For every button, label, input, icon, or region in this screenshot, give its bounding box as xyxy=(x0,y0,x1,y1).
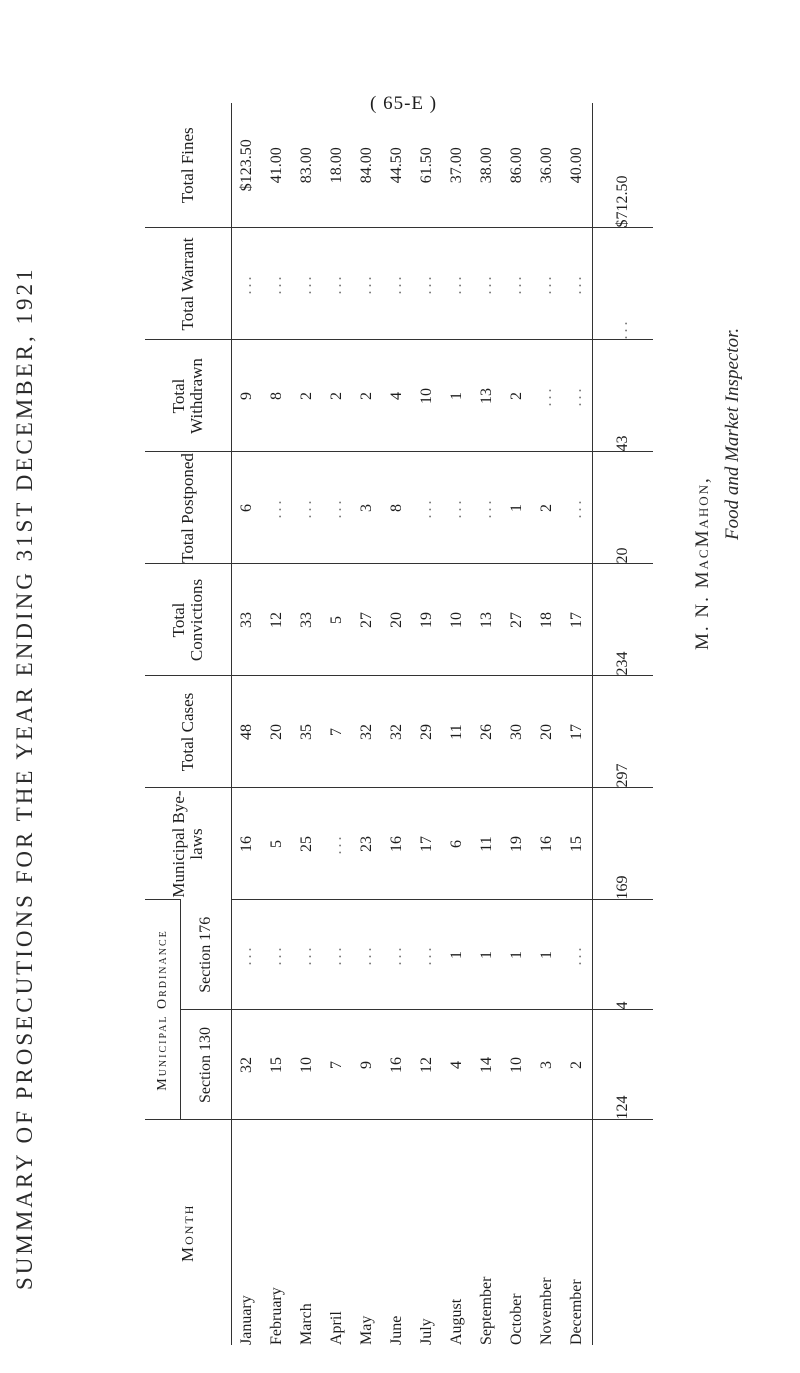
cell-bye-laws: 16 xyxy=(532,788,562,900)
total-bye-laws: 169 xyxy=(593,788,654,900)
cell-warrant: ... xyxy=(292,228,322,340)
cell-month: May xyxy=(352,1120,382,1345)
cell-fines: 84.00 xyxy=(358,147,375,184)
cell-cases: 7 xyxy=(322,676,352,788)
cell-section-130: 2 xyxy=(562,1010,593,1120)
header-municipal-ordinance: Municipal Ordinance xyxy=(145,900,181,1120)
cell-convictions: 18 xyxy=(532,564,562,676)
table-row xyxy=(382,103,412,1345)
cell-fines: 61.50 xyxy=(418,147,435,184)
cell-bye-laws: 16 xyxy=(232,788,263,900)
cell-postponed: ... xyxy=(262,452,292,564)
cell-convictions: 17 xyxy=(562,564,593,676)
cell-fines: 86.00 xyxy=(508,147,525,184)
signature-title: Food and Market Inspector. xyxy=(722,327,743,540)
header-total-postponed: Total Postponed xyxy=(145,452,232,564)
rotated-table-wrapper xyxy=(145,95,645,1345)
table-row xyxy=(322,103,352,1345)
cell-postponed: 1 xyxy=(502,452,532,564)
cell-withdrawn: 13 xyxy=(472,340,502,452)
cell-month: March xyxy=(292,1120,322,1345)
table-row xyxy=(442,103,472,1345)
cell-month: April xyxy=(322,1120,352,1345)
cell-postponed: ... xyxy=(442,452,472,564)
header-total-withdrawn: Total Withdrawn xyxy=(145,340,232,452)
cell-fines: 37.00 xyxy=(448,147,465,184)
header-bye-laws: Municipal Bye-laws xyxy=(145,788,232,900)
prosecutions-summary-table xyxy=(145,103,653,1345)
cell-withdrawn: 2 xyxy=(502,340,532,452)
cell-section-176: ... xyxy=(322,900,352,1010)
cell-bye-laws: ... xyxy=(322,788,352,900)
cell-cases: 32 xyxy=(352,676,382,788)
cell-cases: 48 xyxy=(232,676,263,788)
header-total-fines: Total Fines xyxy=(145,103,232,228)
cell-convictions: 33 xyxy=(292,564,322,676)
total-section-176: 4 xyxy=(593,900,654,1010)
total-fines: $712.50 xyxy=(593,103,654,228)
cell-fines: 44.50 xyxy=(388,147,405,184)
cell-withdrawn: 2 xyxy=(292,340,322,452)
cell-section-130: 9 xyxy=(352,1010,382,1120)
cell-postponed: ... xyxy=(472,452,502,564)
cell-month: February xyxy=(262,1120,292,1345)
cell-cases: 30 xyxy=(502,676,532,788)
cell-warrant: ... xyxy=(442,228,472,340)
cell-bye-laws: 19 xyxy=(502,788,532,900)
cell-month: December xyxy=(562,1120,593,1345)
cell-warrant: ... xyxy=(322,228,352,340)
cell-warrant: ... xyxy=(532,228,562,340)
cell-fines: 83.00 xyxy=(298,147,315,184)
header-month: Month xyxy=(145,1120,232,1345)
cell-month: October xyxy=(502,1120,532,1345)
cell-section-130: 12 xyxy=(412,1010,442,1120)
cell-withdrawn: 8 xyxy=(262,340,292,452)
signature-name: M. N. MacMahon, xyxy=(692,476,713,650)
cell-section-176: 1 xyxy=(532,900,562,1010)
cell-withdrawn: 9 xyxy=(232,340,263,452)
total-section-130: 124 xyxy=(593,1010,654,1120)
cell-section-176: ... xyxy=(562,900,593,1010)
table-row xyxy=(532,103,562,1345)
cell-cases: 26 xyxy=(472,676,502,788)
cell-section-176: 1 xyxy=(442,900,472,1010)
table-row xyxy=(292,103,322,1345)
cell-cases: 20 xyxy=(532,676,562,788)
cell-convictions: 5 xyxy=(322,564,352,676)
cell-withdrawn: 10 xyxy=(412,340,442,452)
cell-convictions: 13 xyxy=(472,564,502,676)
total-cases: 297 xyxy=(593,676,654,788)
cell-withdrawn: 2 xyxy=(352,340,382,452)
table-body xyxy=(232,103,593,1345)
cell-withdrawn: ... xyxy=(562,340,593,452)
cell-warrant: ... xyxy=(472,228,502,340)
cell-warrant: ... xyxy=(562,228,593,340)
total-warrant: ... xyxy=(593,228,654,340)
cell-section-176: 1 xyxy=(502,900,532,1010)
cell-withdrawn: 2 xyxy=(322,340,352,452)
cell-postponed: 8 xyxy=(382,452,412,564)
cell-cases: 29 xyxy=(412,676,442,788)
table-row xyxy=(262,103,292,1345)
cell-postponed: 2 xyxy=(532,452,562,564)
cell-warrant: ... xyxy=(412,228,442,340)
cell-withdrawn: 1 xyxy=(442,340,472,452)
cell-section-130: 15 xyxy=(262,1010,292,1120)
cell-bye-laws: 17 xyxy=(412,788,442,900)
cell-section-176: 1 xyxy=(472,900,502,1010)
cell-bye-laws: 6 xyxy=(442,788,472,900)
cell-convictions: 27 xyxy=(502,564,532,676)
page-number: ( 65-E ) xyxy=(370,93,438,114)
cell-convictions: 20 xyxy=(382,564,412,676)
totals-label xyxy=(593,1120,654,1345)
cell-warrant: ... xyxy=(352,228,382,340)
table-row xyxy=(472,103,502,1345)
cell-warrant: ... xyxy=(232,228,263,340)
cell-convictions: 12 xyxy=(262,564,292,676)
table-row xyxy=(412,103,442,1345)
cell-bye-laws: 23 xyxy=(352,788,382,900)
cell-section-176: ... xyxy=(382,900,412,1010)
cell-cases: 32 xyxy=(382,676,412,788)
cell-postponed: ... xyxy=(412,452,442,564)
cell-section-130: 32 xyxy=(232,1010,263,1120)
cell-bye-laws: 5 xyxy=(262,788,292,900)
header-total-convictions: Total Convictions xyxy=(145,564,232,676)
cell-bye-laws: 25 xyxy=(292,788,322,900)
cell-month: January xyxy=(232,1120,263,1345)
cell-convictions: 33 xyxy=(232,564,263,676)
cell-fines: 41.00 xyxy=(268,147,285,184)
cell-postponed: 3 xyxy=(352,452,382,564)
cell-bye-laws: 15 xyxy=(562,788,593,900)
header-total-cases: Total Cases xyxy=(145,676,232,788)
cell-section-130: 3 xyxy=(532,1010,562,1120)
cell-section-130: 10 xyxy=(502,1010,532,1120)
cell-section-130: 10 xyxy=(292,1010,322,1120)
cell-section-176: ... xyxy=(262,900,292,1010)
total-withdrawn: 43 xyxy=(593,340,654,452)
cell-month: June xyxy=(382,1120,412,1345)
cell-fines: 38.00 xyxy=(478,147,495,184)
table-row xyxy=(562,103,593,1345)
cell-section-130: 7 xyxy=(322,1010,352,1120)
cell-postponed: ... xyxy=(562,452,593,564)
cell-section-130: 14 xyxy=(472,1010,502,1120)
cell-fines: $123.50 xyxy=(238,139,255,192)
cell-cases: 35 xyxy=(292,676,322,788)
cell-bye-laws: 11 xyxy=(472,788,502,900)
header-section-130: Section 130 xyxy=(181,1010,232,1120)
table-row xyxy=(502,103,532,1345)
cell-postponed: ... xyxy=(292,452,322,564)
cell-section-130: 4 xyxy=(442,1010,472,1120)
cell-fines: 36.00 xyxy=(538,147,555,184)
cell-cases: 17 xyxy=(562,676,593,788)
cell-section-176: ... xyxy=(292,900,322,1010)
cell-section-130: 16 xyxy=(382,1010,412,1120)
page-running-title: SUMMARY OF PROSECUTIONS FOR THE YEAR ENDING 31ST DECEMBER, 1921 xyxy=(12,266,37,1290)
cell-convictions: 19 xyxy=(412,564,442,676)
table-row xyxy=(352,103,382,1345)
cell-month: August xyxy=(442,1120,472,1345)
cell-month: November xyxy=(532,1120,562,1345)
cell-warrant: ... xyxy=(502,228,532,340)
cell-postponed: 6 xyxy=(232,452,263,564)
cell-withdrawn: ... xyxy=(532,340,562,452)
cell-fines: 40.00 xyxy=(568,147,585,184)
cell-warrant: ... xyxy=(382,228,412,340)
signature-block xyxy=(688,0,798,680)
cell-section-176: ... xyxy=(352,900,382,1010)
cell-section-176: ... xyxy=(412,900,442,1010)
totals-row xyxy=(593,103,654,1345)
header-section-176: Section 176 xyxy=(181,900,232,1010)
total-convictions: 234 xyxy=(593,564,654,676)
total-postponed: 20 xyxy=(593,452,654,564)
table-row xyxy=(232,103,263,1345)
header-total-warrant: Total Warrant xyxy=(145,228,232,340)
cell-withdrawn: 4 xyxy=(382,340,412,452)
cell-postponed: ... xyxy=(322,452,352,564)
cell-convictions: 27 xyxy=(352,564,382,676)
cell-warrant: ... xyxy=(262,228,292,340)
cell-fines: 18.00 xyxy=(328,147,345,184)
cell-bye-laws: 16 xyxy=(382,788,412,900)
cell-section-176: ... xyxy=(232,900,263,1010)
cell-convictions: 10 xyxy=(442,564,472,676)
cell-month: July xyxy=(412,1120,442,1345)
cell-cases: 20 xyxy=(262,676,292,788)
cell-cases: 11 xyxy=(442,676,472,788)
cell-month: September xyxy=(472,1120,502,1345)
